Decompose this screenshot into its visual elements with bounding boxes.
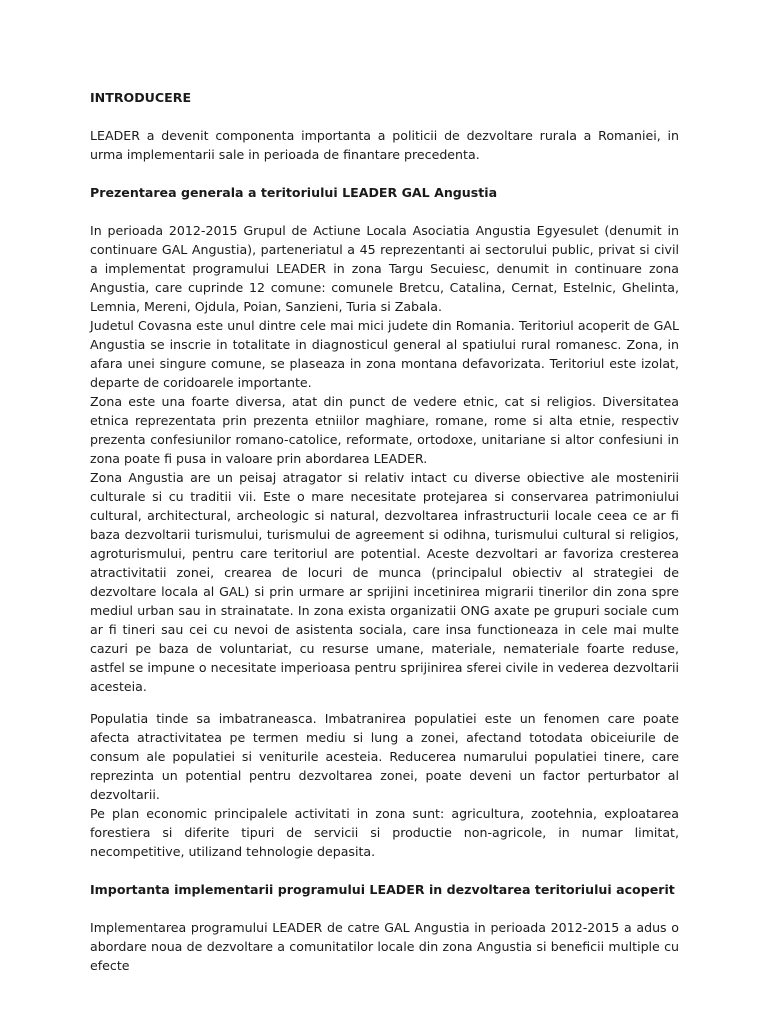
section2-paragraph: Implementarea programului LEADER de catre GAL Angustia in perioada 2012-2015 a adus o abordare noua de dezvoltare a comunitatilor locale din zona Angustia si beneficii multiple cu efecte [90,920,679,973]
section1-paragraph: Judetul Covasna este unul dintre cele mai mici judete din Romania. Teritoriul acoperit de GAL Angustia se inscrie in totalitate in diagnosticul general al spatiului rural romanesc. Zona, in afara unei singure comune, se plaseaza in zona montana defavorizata. Teritoriul este izolat, departe de coridoarele importante. [90,318,679,390]
section1-heading: Prezentarea generala a teritoriului LEADER GAL Angustia [90,185,498,200]
section1-paragraph: Zona este una foarte diversa, atat din punct de vedere etnic, cat si religios. Diversitatea etnica reprezentata prin prezenta etniilor maghiare, romane, rome si alta etnie, respectiv prezenta confesiunilor romano-catolice, reformate, ortodoxe, unitariane si altor confesiuni in zona poate fi pusa in valoare prin abordarea LEADER. [90,394,679,466]
section1b-body [90,709,679,861]
section1b-paragraph: Pe plan economic principalele activitati in zona sunt: agricultura, zootehnia, exploatarea forestiera si diferite tipuri de servicii si productie non-agricole, in numar limitat, necompetitive, utilizand tehnologie depasita. [90,806,679,859]
document-page [90,88,679,973]
section1b-paragraph: Populatia tinde sa imbatraneasca. Imbatranirea populatiei este un fenomen care poate afecta atractivitatea pe termen mediu si lung a zonei, afectand totodata obiceiurile de consum ale populatiei si veniturile acesteia. Reducerea numarului populatiei tinere, care reprezinta un potential pentru dezvoltarea zonei, poate deveni un factor perturbator al dezvoltarii. [90,711,679,802]
section2-heading: Importanta implementarii programului LEADER in dezvoltarea teritoriului acoperit [90,882,675,897]
section2-body [90,918,679,973]
section1-paragraph: In perioada 2012-2015 Grupul de Actiune Locala Asociatia Angustia Egyesulet (denumit in continuare GAL Angustia), parteneriatul a 45 reprezentanti ai sectorului public, privat si civil a implementat programului LEADER in zona Targu Secuiesc, denumit in continuare zona Angustia, care cuprinde 12 comune: comunele Bretcu, Catalina, Cernat, Estelnic, Ghelinta, Lemnia, Mereni, Ojdula, Poian, Sanzieni, Turia si Zabala. [90,223,679,314]
intro-paragraph: LEADER a devenit componenta importanta a politicii de dezvoltare rurala a Romaniei, in urma implementarii sale in perioada de finantare precedenta. [90,128,679,162]
section1-body [90,221,679,696]
intro-heading: INTRODUCERE [90,90,192,105]
section1-paragraph: Zona Angustia are un peisaj atragator si relativ intact cu diverse obiective ale mostenirii culturale si cu traditii vii. Este o mare necesitate protejarea si conservarea patrimoniului cultural, architectural, archeologic si natural, dezvoltarea infrastructurii locale ceea ce ar fi baza dezvoltarii turismului, turismului de agreement si odihna, turismului cultural si religios, agroturismului, pentru care teritoriul are potential. Aceste dezvoltari ar favoriza cresterea atractivitatii zonei, crearea de locuri de munca (principalul obiectiv al strategiei de dezvoltare locala al GAL) si prin urmare ar sprijini incetinirea migrarii tinerilor din zona spre mediul urban sau in strainatate. In zona exista organizatii ONG axate pe grupuri sociale cum ar fi tineri sau cei cu nevoi de asistenta sociala, care insa functioneaza in cele mai multe cazuri pe baza de voluntariat, cu resurse umane, materiale, nemateriale foarte reduse, astfel se impune o necesitate imperioasa pentru sprijinirea sferei civile in vederea dezvoltarii acesteia. [90,470,679,694]
